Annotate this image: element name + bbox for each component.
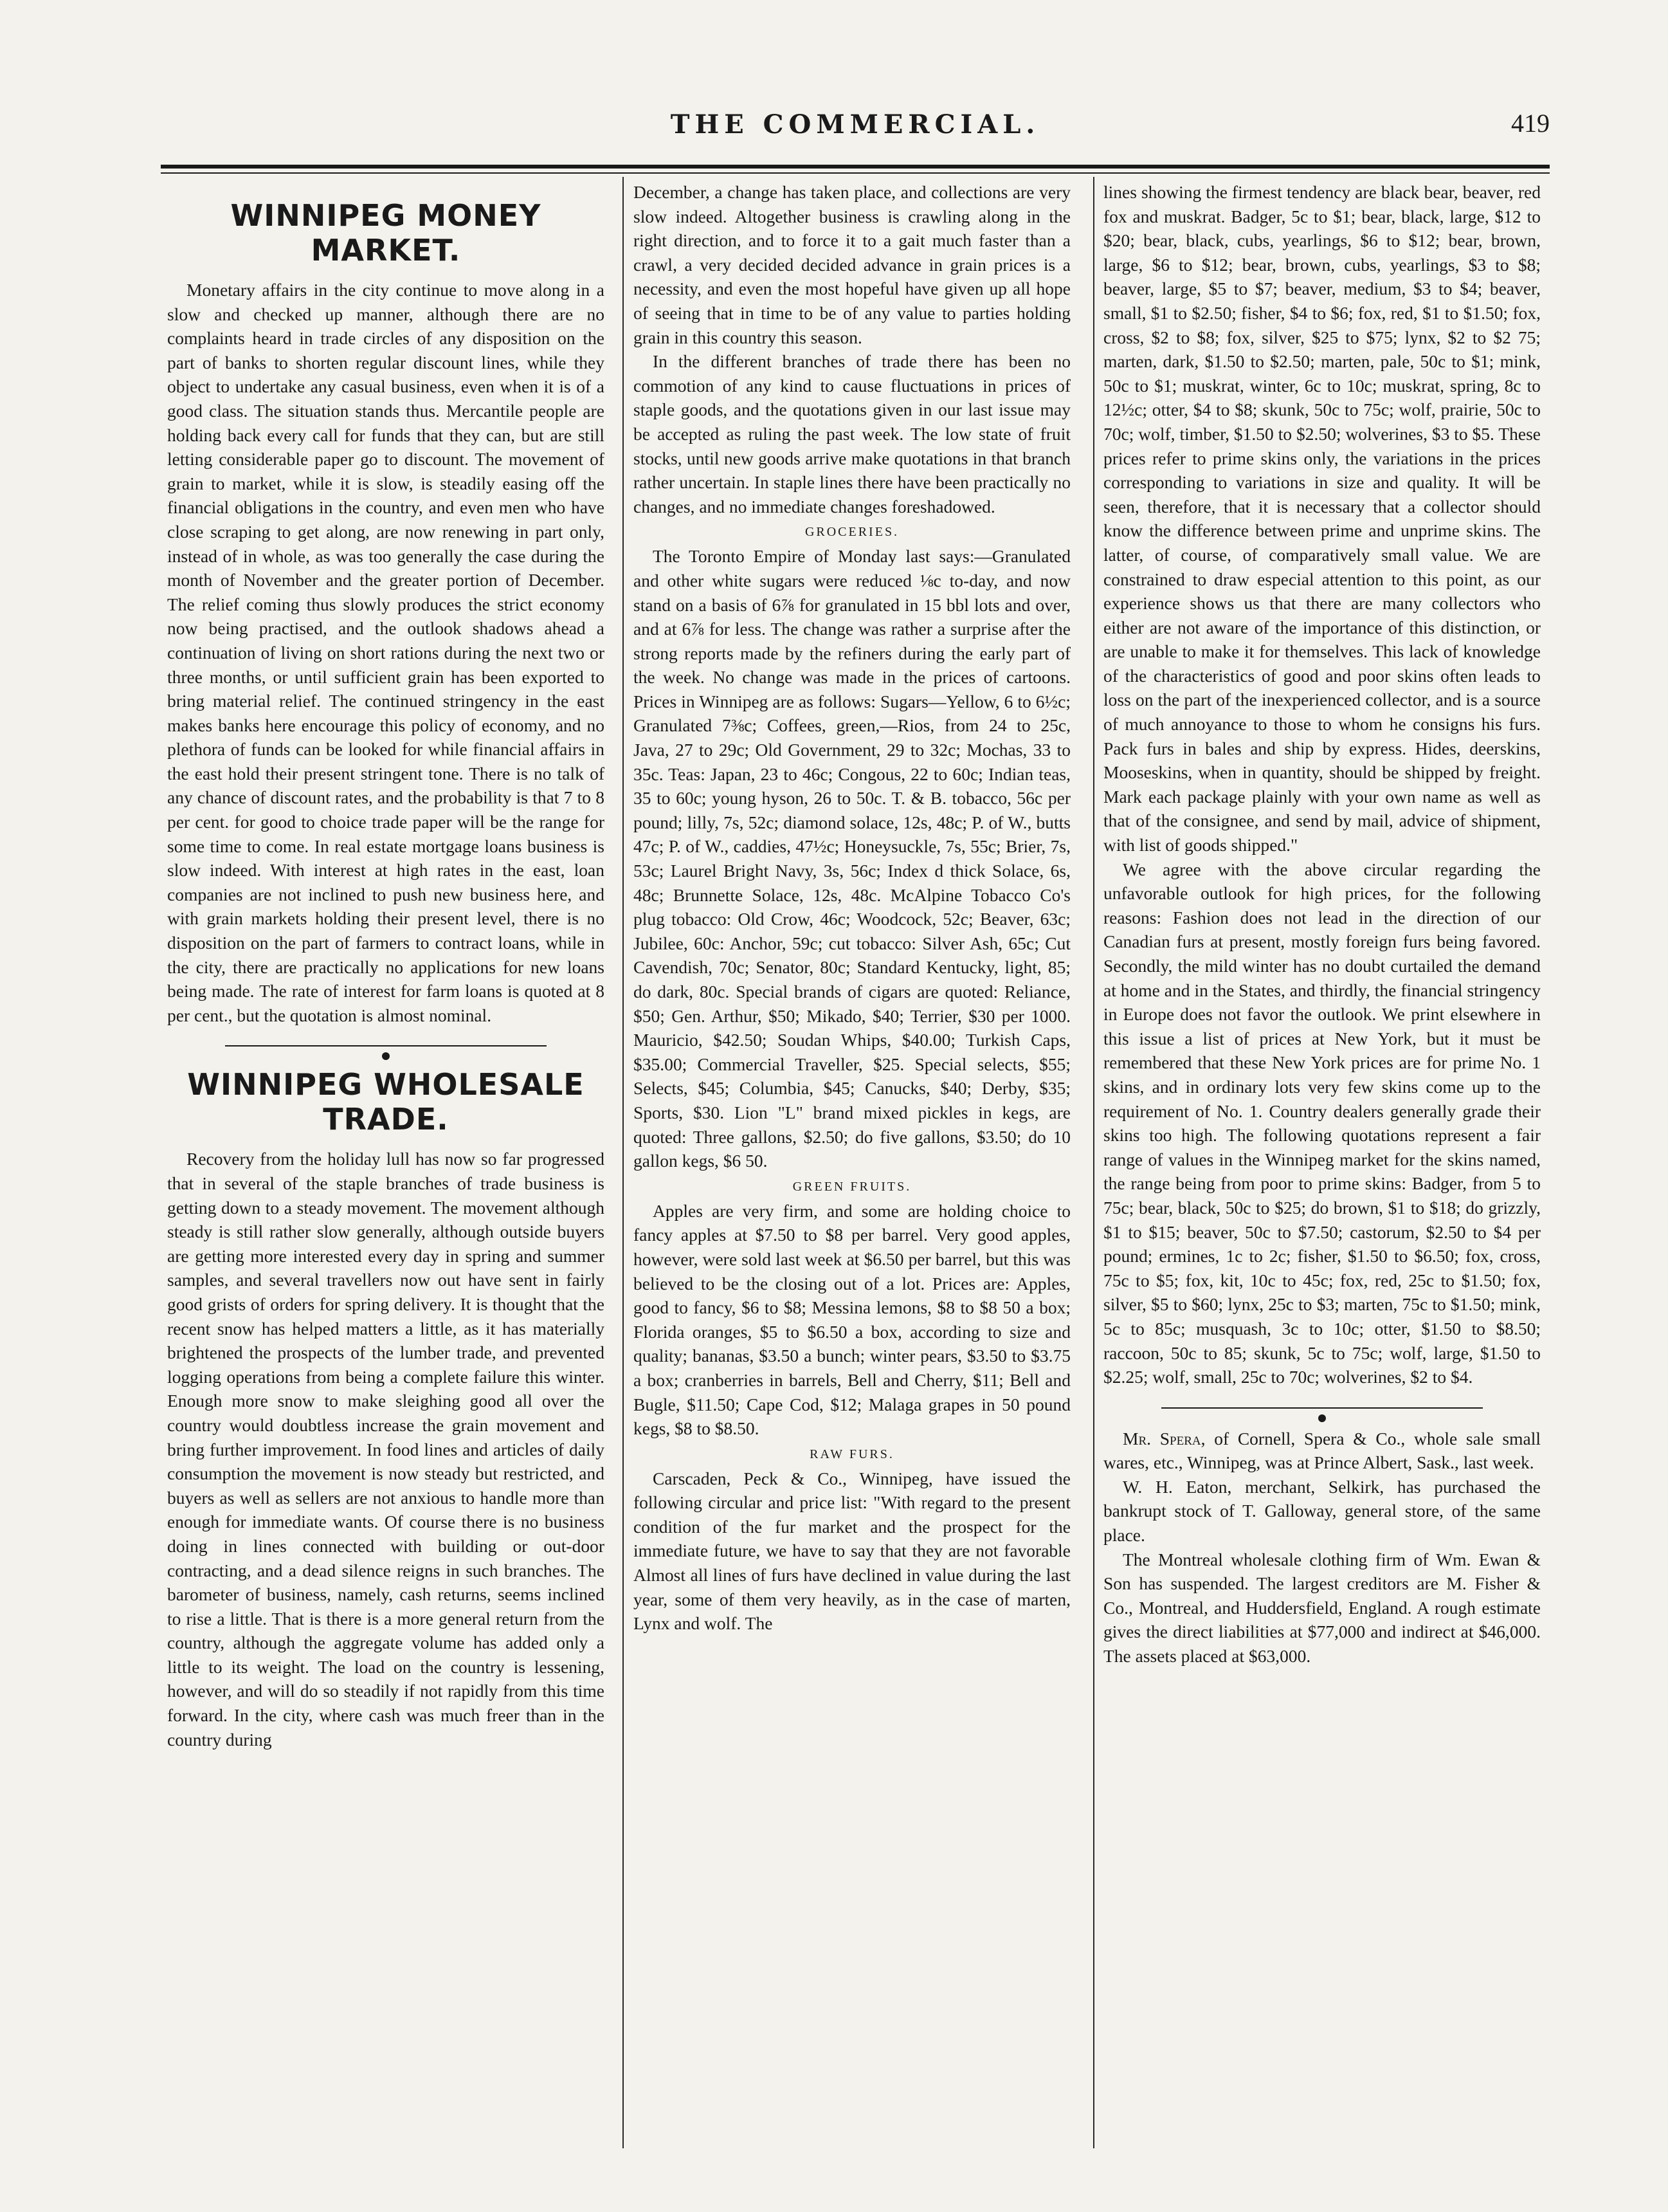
trade-staples-paragraph: In the different branches of trade there has been no commotion of any kind to cause fluctuations in prices of staple goods, and the quotations given in our last issue may be accepted as ruling the past week. The low state of fruit stocks, until new goods arrive make quotations in that branch rather uncertain. In staple lines there have been practically no changes, and no immediate changes foreshadowed. (633, 351, 1071, 516)
money-market-paragraph: Monetary affairs in the city continue to move along in a slow and checked up manner, although there are no complaints heard in trade circles of any disposition on the part of banks to shorten regular discount lines, while they object to undertake any casual business, even when it is of a good class. The situation stands thus. Mercantile people are holding back every call for funds that they can, but are still letting considerable paper go to discount. The movement of grain to market, while it is slow, is steadily easing off the financial obligations in the country, and even men who have close scraping to get along, are now renewing in part only, instead of in whole, as was too generally the case during the month of November and the greater portion of December. The relief coming thus slowly produces the strict economy now being practised, and the outlook shadows ahead a continuation of living on short rations during the next two or three months, or until sufficient grain has been exported to bring material relief. The continued stringency in the east makes banks here encourage this policy of economy, and no plethora of funds can be looked for while financial affairs in the east hold their present stringent tone. There is no talk of any chance of discount rates, and the probability is that 7 to 8 per cent. for good to choice trade paper will be the range for some time to come. In real estate mortgage loans business is slow indeed. With interest at high rates in the east, loan companies are not inclined to push new business here, and with grain markets holding their present level, there is no disposition on the part of farmers to contract loans, while in the city, there are practically no applications for new loans being made. The rate of interest for farm loans is quoted at 8 per cent., but the quotation is almost nominal. (167, 280, 604, 1025)
notice-spera (1103, 1427, 1541, 1475)
masthead (161, 102, 1550, 147)
subhead-green-fruits: GREEN FRUITS. (792, 1179, 912, 1194)
notice-ewan: The Montreal wholesale clothing firm of Wm. Ewan & Son has suspended. The largest creditors are M. Fisher & Co., Montreal, and Huddersfield, England. A rough estimate gives the direct liabilities at $77,000 and indirect at $46,000. The assets placed at $63,000. (1103, 1549, 1541, 1667)
green-fruits-paragraph: Apples are very firm, and some are holding choice to fancy apples at $7.50 to $8 per barrel. Very good apples, however, were sold last week at $6.50 per barrel, but this was believed to be the closing out of a lot. Prices are: Apples, good to fancy, $6 to $8; Messina lemons, $8 to $8 50 a box; Florida oranges, $5 to $6.50 a box, according to size and quality; bananas, $3.50 a bunch; winter pears, $3.50 to $3.75 a box; cranberries in barrels, Bell and Cherry, $11; Bell and Bugle, $11.50; Cape Cod, $12; Malaga grapes in 50 pound kegs, $8 to $8.50. (633, 1200, 1071, 1439)
masthead-title: THE COMMERCIAL. (670, 109, 1040, 140)
article-divider (167, 1043, 604, 1049)
page-number: 419 (1511, 109, 1550, 138)
masthead-rule-thin (161, 172, 1550, 174)
column-rule-1 (622, 177, 624, 2148)
notice-eaton: W. H. Eaton, merchant, Selkirk, has purchased the bankrupt stock of T. Galloway, general store, of the same place. (1103, 1476, 1541, 1546)
raw-furs-paragraph: Carscaden, Peck & Co., Winnipeg, have issued the following circular and price list: "With regard to the present condition of the fur market and the prospect for the immediate future, we have to say that they are not favorable Almost all lines of furs have declined in value during the last year, some of them very heavily, as in the case of marten, Lynx and wolf. The (633, 1468, 1071, 1634)
furs-continued-paragraph: lines showing the firmest tendency are black bear, beaver, red fox and muskrat. Badger, 5c to $1; bear, black, large, $12 to $20; bear, black, cubs, yearlings, $6 to $12; bear, brown, large, $6 to $12; bear, brown, cubs, yearlings, $3 to $8; beaver, large, $5 to $7; beaver, medium, $3 to $4; beaver, small, $1 to $2.50; fisher, $4 to $6; fox, red, $1 to $1.50; fox, cross, $2 to $8; fox, silver, $25 to $75; lynx, $2 to $2 75; marten, dark, $1.50 to $2.50; marten, pale, 50c to $1; mink, 50c to $1; muskrat, winter, 6c to 10c; muskrat, spring, 8c to 12½c; otter, $4 to $8; skunk, 50c to 75c; wolf, prairie, 50c to 70c; wolf, timber, $1.50 to $2.50; wolverines, $3 to $5. These prices refer to prime skins only, the variations in the prices corresponding to variations in size and quality. It will be seen, therefore, that it is necessary that a collector should know the difference between prime and unprime skins. The latter, of course, of comparatively small value. We are constrained to draw especial attention to this point, as our experience shows us that there are many collectors who either are not aware of the importance of this distinction, or are unable to make it for themselves. This lack of knowledge of the characteristics of good and poor skins often leads to loss on the part of the inexperienced collector, and is a source of much annoyance to those to whom he consigns his furs. Pack furs in bales and ship by express. Hides, deerskins, Mooseskins, when in quantity, should be shipped by freight. Mark each package plainly with your own name as well as that of the consignee, and send by mail, advice of shipment, with list of goods shipped." (1103, 182, 1541, 855)
column-rule-2 (1093, 177, 1094, 2148)
headline-money-market: WINNIPEG MONEY MARKET. (230, 198, 541, 268)
subhead-groceries: GROCERIES. (804, 525, 900, 540)
headline-wholesale-trade: WINNIPEG WHOLESALE TRADE. (187, 1067, 585, 1137)
trade-continued-paragraph: December, a change has taken place, and collections are very slow indeed. Altogether business is crawling along in the right direction, and to force it to a gait much faster than a crawl, a very decided decided advance in grain prices is a necessity, and even the most hopeful have given up all hope of seeing that in time to be of any value to parties holding grain in this country this season. (633, 182, 1071, 347)
column-2 (633, 180, 1071, 2148)
subhead-raw-furs: RAW FURS. (810, 1447, 894, 1461)
groceries-paragraph: The Toronto Empire of Monday last says:—Granulated and other white sugars were reduced ⅛c to-day, and now stand on a basis of 6⅞ for granulated in 15 bbl lots and over, and at 6⅞ for less. The change was rather a surprise after the strong reports made by the refiners during the early part of the week. No change was made in the prices of cartoons. Prices in Winnipeg are as follows: Sugars—Yellow, 6 to 6½c; Granulated 7⅜c; Coffees, green,—Rios, from 24 to 25c, Java, 27 to 29c; Old Government, 29 to 32c; Mochas, 33 to 35c. Teas: Japan, 23 to 46c; Congous, 22 to 60c; Indian teas, 35 to 60c; young hyson, 26 to 50c. T. & B. tobacco, 56c per pound; lilly, 7s, 52c; diamond solace, 12s, 48c; P. of W., butts 47c; P. of W., caddies, 47½c; Honeysuckle, 7s, 55c; Brier, 7s, 53c; Laurel Bright Navy, 3s, 56c; Index d thick Solace, 6s, 48c; Brunnette Solace, 12s, 48c. McAlpine Tobacco Co's plug tobacco: Old Crow, 46c; Woodcock, 52c; Beaver, 63c; Jubilee, 60c: Anchor, 59c; cut tobacco: Silver Ash, 65c; Cut Cavendish, 70c; Senator, 80c; Standard Kentucky, light, 85; do dark, 80c. Special brands of cigars are quoted: Reliance, $50; Gen. Arthur, $50; Mikado, $40; Terrier, $30 per 1000. Mauricio, $42.50; Soudan Whips, $40.00; Turkish Caps, $35.00; Commercial Traveller, $25. Special selects, $55; Selects, $45; Columbia, $45; Canucks, $40; Derby, $35; Sports, $30. Lion "L" brand mixed pickles in kegs, are quoted: Three gallons, $2.50; do five gallons, $3.50; do 10 gallon kegs, $6 50. (633, 546, 1071, 1171)
masthead-rule-thick (161, 165, 1550, 169)
column-3 (1103, 180, 1541, 2148)
notice-spera-text: of Cornell, Spera & Co., whole sale small wares, etc., Winnipeg, was at Prince Albert, Sask., last week. (1103, 1428, 1541, 1473)
column-1 (167, 180, 604, 2148)
furs-outlook-paragraph: We agree with the above circular regarding the unfavorable outlook for high prices, for the following reasons: Fashion does not lead in the direction of our Canadian furs at present, mostly foreign furs being favored. Secondly, the mild winter has no doubt curtailed the demand at home and in the States, and thirdly, the financial stringency in Europe does not favor the outlook. We print elsewhere in this issue a list of prices at New York, but it must be remembered that these New York prices are for prime No. 1 skins, and in ordinary lots very few skins come up to the requirement of No. 1. Country dealers generally grade their skins too high. The following quotations represent a fair range of values in the Winnipeg market for the skins named, the range being from poor to prime skins: Badger, from 5 to 75c; bear, black, 50c to $25; do brown, $1 to $18; do grizzly, $1 to $15; beaver, 50c to $7.50; castorum, $2.50 to $4 per pound; ermines, 1c to 2c; fisher, $1.50 to $6.50; fox, cross, 75c to $5; fox, kit, 10c to 45c; fox, red, 25c to $1.50; fox, silver, $5 to $60; lynx, 25c to $3; marten, 75c to $1.50; mink, 5c to 85c; musquash, 3c to 10c; otter, $1.50 to $8.50; raccoon, 50c to 85; skunk, 5c to 75c; wolf, large, $1.50 to $2.25; wolf, small, 25c to 70c; wolverines, $2 to $4. (1103, 859, 1541, 1387)
notice-spera-lead: Mr. Spera, (1123, 1428, 1206, 1449)
notice-divider (1103, 1405, 1541, 1411)
wholesale-trade-paragraph: Recovery from the holiday lull has now so far progressed that in several of the staple branches of trade business is getting down to a steady movement. The movement although steady is still rather slow generally, although outside buyers are getting more interested every day in spring and summer samples, and several travellers now out have sent in fairly good grists of orders for spring delivery. It is thought that the recent snow has helped matters a little, as it has materially brightened the prospects of the lumber trade, and prevented logging operations from being a complete failure this winter. Enough more snow to make sleighing good all over the country would doubtless increase the grain movement and bring further improvement. In food lines and articles of daily consumption the movement is now steady but restricted, and buyers as well as sellers are not anxious to handle more than enough for immediate wants. Of course there is no business doing in lines connected with building or out-door contracting, and a dead silence reigns in such branches. The barometer of business, namely, cash returns, seems inclined to rise a little. That is there is a more general return from the country, although the aggregate volume has added only a little to its weight. The load on the country is lessening, however, and will do so steadily if not rapidly from this time forward. In the city, where cash was much freer than in the country during (167, 1149, 604, 1750)
